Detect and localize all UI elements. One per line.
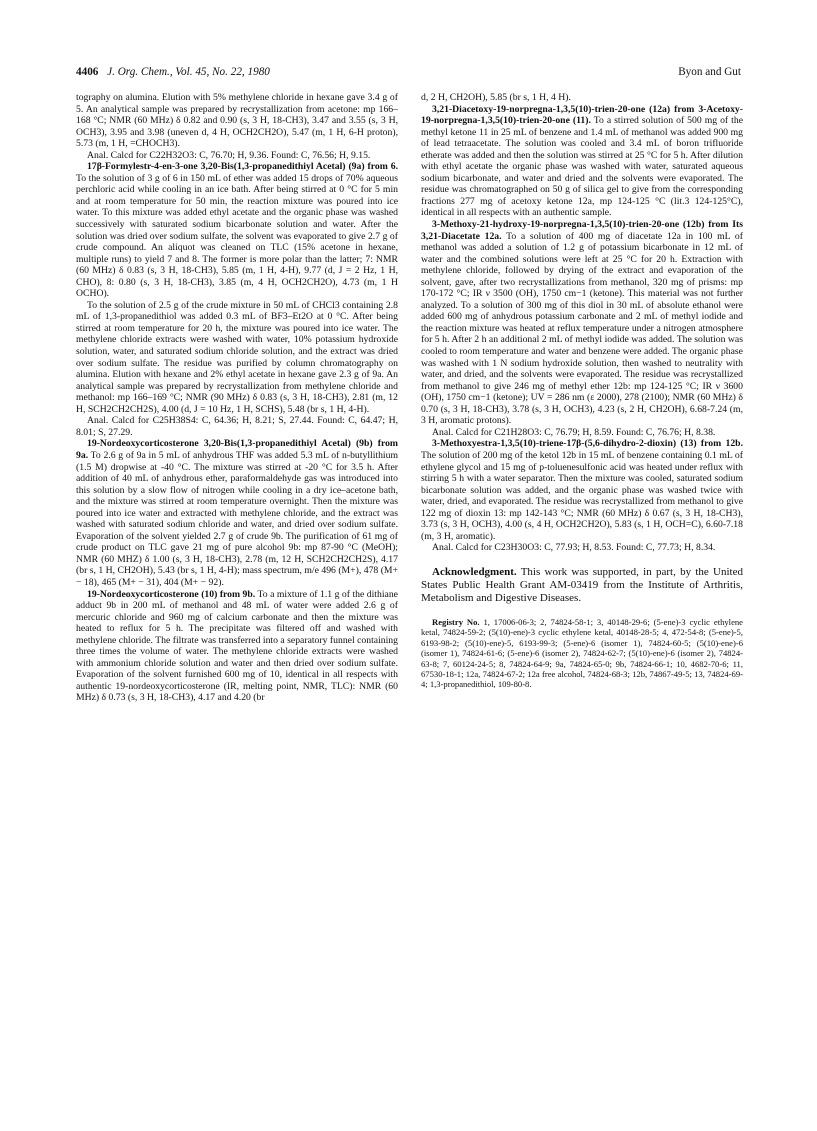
header-left (76, 66, 270, 78)
paragraph-text: The solution of 200 mg of the ketol 12b in 15 mL of benzene containing 0.1 mL of ethylene glycol and 15 mg of p-toluenesulfonic acid was heated under reflux with stirring 5 h with a water separator. Then the mixture was cooled, saturated sodium bicarbonate solution was added, and the organic phase was washed twice with water, dried, and evaporated. The residue was recrystallized from methanol to give 122 mg of dioxin 13: mp 142-143 °C; NMR (60 MHz) δ 0.67 (s, 3 H, 18-CH3), 3.73 (s, 3 H, OCH3), 4.00 (s, 4 H, OCH2CH2O), 5.83 (s, 1 H, OCH=C), 6.60-7.18 (m, 3 H, aromatic). (421, 449, 743, 542)
paragraph-heading: 3-Methoxy-21-hydroxy-19-norpregna-1,3,5(10)-trien-20-one (12b) from Its 3,21-Diacetate 12a. (421, 219, 743, 242)
paragraph-text: To a solution of 400 mg of diacetate 12a in 100 mL of methanol was added a solution of 1.2 g of potassium bicarbonate in 12 mL of water and the combined solutions were left at 25 °C for 20 h. Extraction with methylene chloride, followed by drying of the extract and evaporation of the solvent, gave, after two recrystallizations from methanol, 320 mg of prisms: mp 170-172 °C; IR ν 3500 (OH), 1750 cm−1 (ketone). This material was not further analyzed. To a solution of 300 mg of this diol in 30 mL of absolute ethanol were added 600 mg of anhydrous potassium carbonate and 2 mL of methyl iodide and the reaction mixture was heated at reflux temperature under a nitrogen atmosphere for 5 h. After 2 h an additional 2 mL of methyl iodide was added. The solution was cooled to room temperature and water and benzene were added. The organic phase was washed with 1 N sodium hydroxide solution, then washed to neutrality with water, and dried, and the solvents were evaporated. The residue was recrystallized from methanol to give 246 mg of methyl ether 12b: mp 124-125 °C; IR ν 3600 (OH), 1750 cm−1 (ketone); UV = 286 nm (ε 2000), 278 (2100); NMR (60 MHz) δ 0.70 (s, 3 H, 18-CH3), 3.78 (s, 3 H, OCH3), 4.23 (s, 2 H, CH2OH), 6.68-7.24 (m, 3 H, aromatic protons). (421, 230, 743, 427)
paragraph-text: To the solution of 2.5 g of the crude mixture in 50 mL of CHCl3 containing 2.8 mL of 1,3-propanedithiol was added 0.3 mL of BF3–Et2O at 0 °C. After being stirred at room temperature for 20 h, the mixture was poured into ice water. The methylene chloride extracts were washed with water, 10% potassium hydroxide solution, water, and saturated sodium chloride solution, and the extract was dried over sodium sulfate. The residue was purified by column chromatography on alumina. Elution with hexane and 2% ethyl acetate in hexane gave 2.3 g of 9a. An analytical sample was prepared by recrystallization from methylene chloride and methanol: mp 166–169 °C; NMR (90 MHz) δ 0.83 (s, 3 H, 18-CH3), 2.81 (m, 12 H, SCH2CH2CH2S), 4.00 (d, J = 10 Hz, 1 H, SCHS), 5.48 (br s, 1 H, 4-H). (76, 299, 398, 415)
registry-text: 1, 17006-06-3; 2, 74824-58-1; 3, 40148-29-6; (5-ene)-3 cyclic ethylene ketal, 74824-59-2; (5(10)-ene)-3 cyclic ethylene ketal, 40148-28-5; 4, 472-54-8; (5-ene)-5, 6193-98-2; (5(10)-ene)-5, 6193-99-3; (5-ene)-6 (isomer 1), 74824-60-5; (5(10)-ene)-6 (isomer 1), 74824-61-6; (5-ene)-6 (isomer 2), 74824-62-7; (5(10)-ene)-6 (isomer 2), 74824-63-8; 7, 60124-24-5; 8, 74824-64-9; 9a, 74824-65-0; 9b, 74824-66-1; 10, 4682-70-6; 11, 67530-18-1; 12a, 74824-67-2; 12a free alcohol, 74824-68-3; 12b, 74867-49-5; 13, 74824-69-4; 1,3-propanedithiol, 109-80-8. (421, 616, 743, 690)
acknowledgment (421, 566, 743, 605)
paragraph (421, 438, 743, 542)
right-column (421, 92, 743, 690)
paragraph-text: Anal. Calcd for C21H28O3: C, 76.79; H, 8.59. Found: C, 76.76; H, 8.38. (432, 426, 716, 438)
paragraph-heading: 19-Nordeoxycorticosterone 3,20-Bis(1,3-propanedithiyl Acetal) (9b) from 9a. (76, 438, 398, 461)
left-column (76, 92, 398, 704)
paragraph (76, 161, 398, 300)
paragraph-text: To a mixture of 1.1 g of the dithiane adduct 9b in 200 mL of methanol and 48 mL of water were added 2.6 g of mercuric chloride and 960 mg of calcium carbonate and then the mixture was heated to reflux for 5 h. The precipitate was filtered off and washed with methylene chloride. The filtrate was transferred into a separatory funnel containing three times the volume of water. The methylene chloride extracts were washed with ammonium chloride solution and water and then dried over sodium sulfate. Evaporation of the solvent furnished 600 mg of 10, identical in all respects with authentic 19-nordeoxycorticosterone (IR, melting point, NMR, TLC): NMR (60 MHz) δ 0.73 (s, 3 H, 18-CH3), 4.17 and 4.20 (br (76, 588, 398, 704)
paragraph-text: tography on alumina. Elution with 5% methylene chloride in hexane gave 3.4 g of 5. An analytical sample was prepared by recrystallization from acetone: mp 166–168 °C; NMR (60 MHz) δ 0.82 and 0.90 (s, 3 H, 18-CH3), 3.47 and 3.55 (s, 3 H, OCH3), 3.95 and 3.98 (uneven d, 4 H, OCH2CH2O), 5.47 (m, 1 H, 6-H proton), 5.73 (m, 1 H, =CHOCH3). (76, 92, 398, 150)
page-header (76, 66, 741, 84)
paragraph-heading: 17β-Formylestr-4-en-3-one 3,20-Bis(1,3-propanedithiyl Acetal) (9a) from 6. (87, 161, 398, 173)
paragraph (421, 92, 743, 104)
paragraph-text: Anal. Calcd for C25H38S4: C, 64.36; H, 8.21; S, 27.44. Found: C, 64.47; H, 8.01; S, 27.29. (76, 415, 398, 438)
page-number: 4406 (76, 66, 99, 78)
paragraph-text: To 2.6 g of 9a in 5 mL of anhydrous THF was added 5.3 mL of n-butyllithium (1.5 M) dropwise at -40 °C. The mixture was stirred at -20 °C for 3.5 h. After addition of 40 mL of anhydrous ether, paraformaldehyde gas was introduced into this solution by a slow flow of nitrogen while cooling in a dry ice–acetone bath, and the mixture was stirred at room temperature overnight. Then the mixture was poured into ice water and extracted with methylene chloride, and the extract was washed with saturated sodium chloride and water, and dried over sodium sulfate. Evaporation of the solvent yielded 2.7 g of crude 9b. The purification of 61 mg of crude product on TLC gave 21 mg of pure alcohol 9b: mp 87-90 °C (MeOH); NMR (60 MHZ) δ 1.00 (s, 3 H, 18-CH3), 2.78 (m, 12 H, SCH2CH2CH2S), 4.17 (br s, 1 H, CH2OH), 5.43 (br s, 1 H, 4-H); mass spectrum, m/e 496 (M+), 478 (M+ − 18), 465 (M+ − 31), 404 (M+ − 92). (76, 449, 398, 588)
paragraph-heading: 3,21-Diacetoxy-19-norpregna-1,3,5(10)-trien-20-one (12a) from 3-Acetoxy-19-norpregna-1,3,5(10)-trien-20-one (11). (421, 103, 743, 127)
paragraph-text: Anal. Calcd for C22H32O3: C, 76.70; H, 9.36. Found: C, 76.56; H, 9.15. (87, 149, 371, 161)
paragraph (76, 415, 398, 438)
paragraph (76, 150, 398, 162)
paragraph (76, 92, 398, 150)
paragraph (421, 104, 743, 219)
registry-title: Registry No. (432, 616, 480, 627)
paragraph-text: Anal. Calcd for C23H30O3: C, 77.93; H, 8.53. Found: C, 77.73; H, 8.34. (432, 542, 716, 554)
running-authors: Byon and Gut (678, 66, 741, 78)
paragraph (421, 427, 743, 439)
paragraph (421, 219, 743, 427)
paragraph (421, 542, 743, 554)
paragraph-text: To a stirred solution of 500 mg of the methyl ketone 11 in 25 mL of benzene and 1.4 mL of methanol was added 900 mg of lead tetraacetate. The solution was cooled and 3.4 mL of boron trifluoride etherate was added and then the solution was stirred at 25 °C for 5 h. After dilution with ethyl acetate the organic phase was washed with water, saturated aqueous sodium bicarbonate, and water and dried and the solvents were evaporated. The residue was chromatographed on 50 g of silica gel to give from the corresponding fractions 277 mg of acetoxy ketone 12a, mp 124-125 °C (lit.3 124-125°C), identical in all respects with an authentic sample. (421, 115, 743, 219)
registry-numbers (421, 617, 743, 690)
paragraph (76, 438, 398, 588)
paragraph (76, 300, 398, 415)
paragraph-heading: 19-Nordeoxycorticosterone (10) from 9b. (87, 588, 256, 600)
acknowledgment-title: Acknowledgment. (432, 565, 517, 578)
acknowledgment-text: This work was supported, in part, by the United States Public Health Grant AM-03419 from the Institute of Arthritis, Metabolism and Digestive Diseases. (421, 565, 743, 604)
right-column-paragraphs (421, 92, 743, 554)
journal-citation: J. Org. Chem., Vol. 45, No. 22, 1980 (107, 66, 270, 78)
paragraph (76, 589, 398, 704)
paragraph-text: To the solution of 3 g of 6 in 150 mL of ether was added 15 drops of 70% aqueous perchloric acid while cooling in an ice bath. After being stirred at 0 °C for 5 min and at room temperature for 50 min, the reaction mixture was poured into ice water. To this mixture was added ethyl acetate and the organic phase was washed successively with saturated sodium bicarbonate solution and water. After the solution was dried over sodium sulfate, the solvent was evaporated to give 2.7 g of crude compound. An aliquot was cleaned on TLC (15% acetone in hexane, multiple runs) to yield 7 and 8. The former is more polar than the latter; 7: NMR (60 MHz) δ 0.83 (s, 3 H, 18-CH3), 5.85 (m, 1 H, 4-H), 9.77 (d, J = 2 Hz, 1 H, CHO), 8: 0.80 (s, 3 H, 18-CH3), 3.85 (m, 4 H, OCH2CH2O), 4.73 (m, 1 H OCHO). (76, 172, 398, 300)
paragraph-text: d, 2 H, CH2OH), 5.85 (br s, 1 H, 4 H). (421, 92, 571, 103)
paragraph-heading: 3-Methoxyestra-1,3,5(10)-triene-17β-(5,6-dihydro-2-dioxin) (13) from 12b. (432, 438, 743, 450)
